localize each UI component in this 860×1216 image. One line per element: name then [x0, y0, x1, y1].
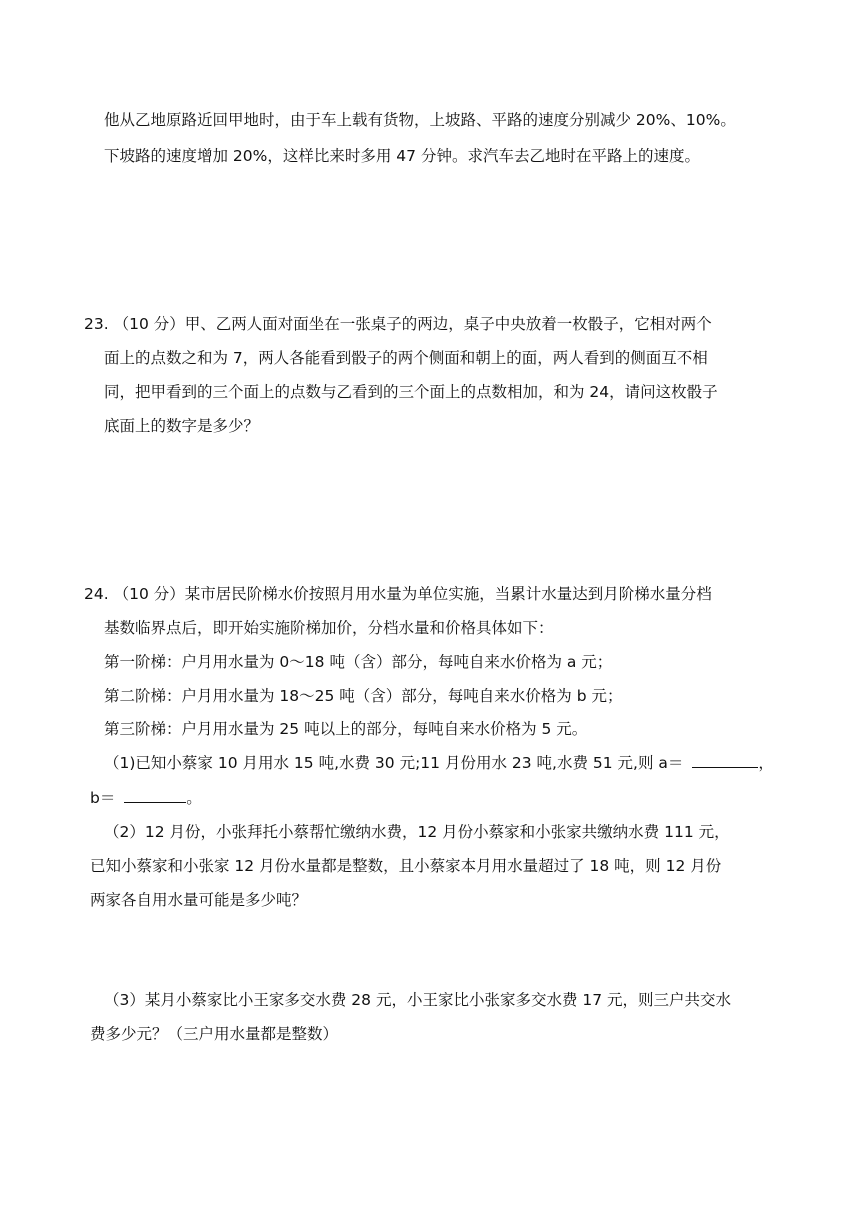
q22-line-1: 他从乙地原路近回甲地时，由于车上载有货物，上坡路、平路的速度分别减少 20%、10%。: [104, 111, 736, 129]
q23-line-2: 面上的点数之和为 7，两人各能看到骰子的两个侧面和朝上的面，两人看到的侧面互不相: [104, 349, 708, 367]
q24-part3-line-1: （3）某月小蔡家比小王家多交水费 28 元，小王家比小张家多交水费 17 元，则三户共交水: [104, 991, 732, 1009]
answer-blank-a[interactable]: [692, 753, 758, 768]
q23-line-4: 底面上的数字是多少？: [104, 417, 260, 435]
q24-part1-end: 。: [186, 789, 202, 807]
q24-tier-3: 第三阶梯：户月用水量为 25 吨以上的部分，每吨自来水价格为 5 元。: [104, 720, 588, 738]
q24-part1-comma: ，: [758, 754, 774, 772]
q24-line-2: 基数临界点后，即开始实施阶梯加价，分档水量和价格具体如下：: [104, 619, 554, 637]
q24-part2-line-3: 两家各自用水量可能是多少吨？: [90, 891, 308, 909]
q23-line-1: 23. （10 分）甲、乙两人面对面坐在一张桌子的两边，桌子中央放着一枚骰子，它相对两个: [84, 315, 712, 333]
q24-part3-line-2: 费多少元？（三户用水量都是整数）: [90, 1025, 339, 1043]
q24-part1-b-label: b＝: [90, 789, 116, 807]
q24-tier-2: 第二阶梯：户月用水量为 18～25 吨（含）部分，每吨自来水价格为 b 元；: [104, 687, 623, 705]
q24-part2-line-1: （2）12 月份，小张拜托小蔡帮忙缴纳水费，12 月份小蔡家和小张家共缴纳水费 111 元，: [104, 823, 730, 841]
q24-tier-1: 第一阶梯：户月用水量为 0～18 吨（含）部分，每吨自来水价格为 a 元；: [104, 653, 613, 671]
answer-blank-b[interactable]: [124, 788, 186, 803]
q24-line-1: 24. （10 分）某市居民阶梯水价按照月用水量为单位实施，当累计水量达到月阶梯水量分档: [84, 585, 712, 603]
q23-line-3: 同，把甲看到的三个面上的点数与乙看到的三个面上的点数相加，和为 24，请问这枚骰子: [104, 383, 718, 401]
q24-part1-text: （1)已知小蔡家 10 月用水 15 吨,水费 30 元;11 月份用水 23 吨,水费 51 元,则 a＝: [104, 754, 684, 772]
q24-part1-b-line: [90, 788, 202, 808]
q24-part1-line: [104, 753, 774, 773]
q22-line-2: 下坡路的速度增加 20%，这样比来时多用 47 分钟。求汽车去乙地时在平路上的速度。: [104, 147, 700, 165]
q24-part2-line-2: 已知小蔡家和小张家 12 月份水量都是整数，且小蔡家本月用水量超过了 18 吨，则 12 月份: [90, 857, 722, 875]
